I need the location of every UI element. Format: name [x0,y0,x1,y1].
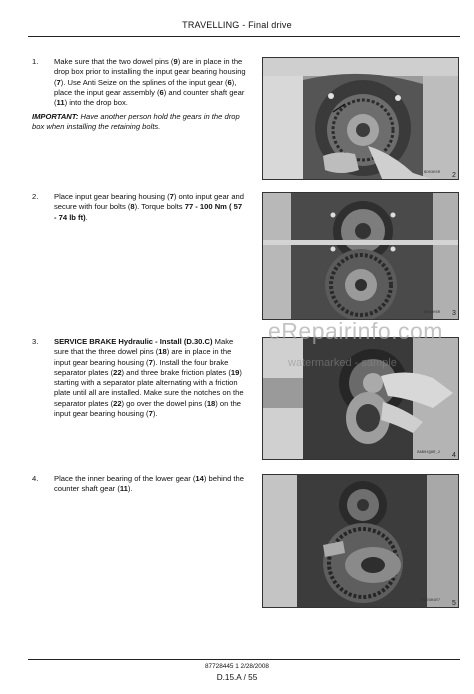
text-run: ) starting with a separator plate alternating with a friction plate until all are installed. Make sure the notches on the separator plates ( [54,367,244,408]
text-run: Make sure that the two dowel pins ( [54,57,174,66]
text-run: ). [152,409,158,419]
bold-text-run: 18 [158,347,167,357]
text-run: ) go over the dowel pins ( [121,398,207,408]
figure-code: BD03H1R7 [421,599,440,603]
important-text: Have another person hold the gears in the drop box when installing the retaining bolts. [32,112,240,132]
text-run: ) on the input gear bearing housing ( [54,398,242,419]
bold-text-run: 19 [230,367,240,377]
figure-code: BD03H6R [424,311,440,315]
bold-text-run: SERVICE BRAKE Hydraulic - Install (D.30.C) [54,337,213,346]
figure-number: 4 [452,452,456,459]
figure-number: 3 [452,310,456,317]
text-run: Place the inner bearing of the lower gear ( [54,474,196,483]
bold-text-run: 7 [169,192,174,201]
bold-text-run: 7 [148,357,153,367]
text-run: ). Torque bolts [134,202,185,212]
step-text [54,57,246,108]
step-text [54,474,246,495]
text-run: ) into the drop box. [64,98,128,108]
bold-text-run: 22 [113,367,122,377]
bold-text-run: 11 [119,484,128,494]
watermark-text: eRepairinfo.com [268,318,443,344]
bold-text-run: 11 [56,98,65,108]
text-run: Make sure that the three dowel pins ( [54,337,234,357]
text-run: ). Install the four brake separator plates ( [54,357,229,377]
step-photo [262,57,459,180]
step-number: 4. [32,474,39,483]
text-run: ), place the input gear assembly ( [54,77,237,97]
bold-text-run: 6 [227,77,232,87]
bold-text-run: 8 [130,202,135,212]
step-number: 3. [32,337,39,346]
footer-divider [28,659,460,660]
figure-code: BAB04Q8R_2 [417,451,440,455]
text-run: Place input gear bearing housing ( [54,192,170,201]
text-run: ). [127,484,133,494]
bold-text-run: 18 [206,398,216,408]
text-run: ) onto input gear and secure with four bolts ( [54,192,244,212]
text-run: ) and counter shaft gear ( [54,87,245,108]
bold-text-run: 14 [195,474,204,483]
text-run: ). Use Anti Seize on the splines of the input gear ( [60,77,228,87]
watermark-subtext: watermarked - sample [288,357,397,369]
text-run: . [85,212,88,222]
bold-text-run: 22 [113,398,122,408]
figure-code: BD03H5R [424,171,440,175]
footer-page-number: D.15.A / 55 [216,673,258,682]
bold-text-run: 7 [148,409,153,419]
figure-number: 5 [452,600,456,607]
header-divider [28,36,460,37]
bold-text-run: 77 - 100 Nm ( 57 - 74 lb ft) [54,202,243,222]
footer-doc-ref: 87728445 1 2/28/2008 [205,663,269,670]
step-photo [262,474,459,608]
step-photo [262,337,459,460]
step-number: 2. [32,192,39,201]
step-number: 1. [32,57,39,66]
figure-number: 2 [452,172,456,179]
text-run: ) and three brake friction plates ( [121,367,231,377]
step-photo [262,192,459,320]
bold-text-run: 9 [173,57,178,66]
important-note [32,112,246,133]
bold-text-run: 7 [56,77,61,87]
text-run: ) behind the counter shaft gear ( [54,474,244,494]
page-header-title: TRAVELLING - Final drive [182,20,292,30]
step-text [54,192,246,223]
important-label: IMPORTANT: [32,112,79,121]
bold-text-run: 6 [159,87,164,97]
text-run: ) are in place in the drop box prior to installing the input gear bearing housing ( [54,57,246,87]
text-run: ) are in place in the input gear bearing housing ( [54,347,232,367]
step-text [54,337,246,419]
